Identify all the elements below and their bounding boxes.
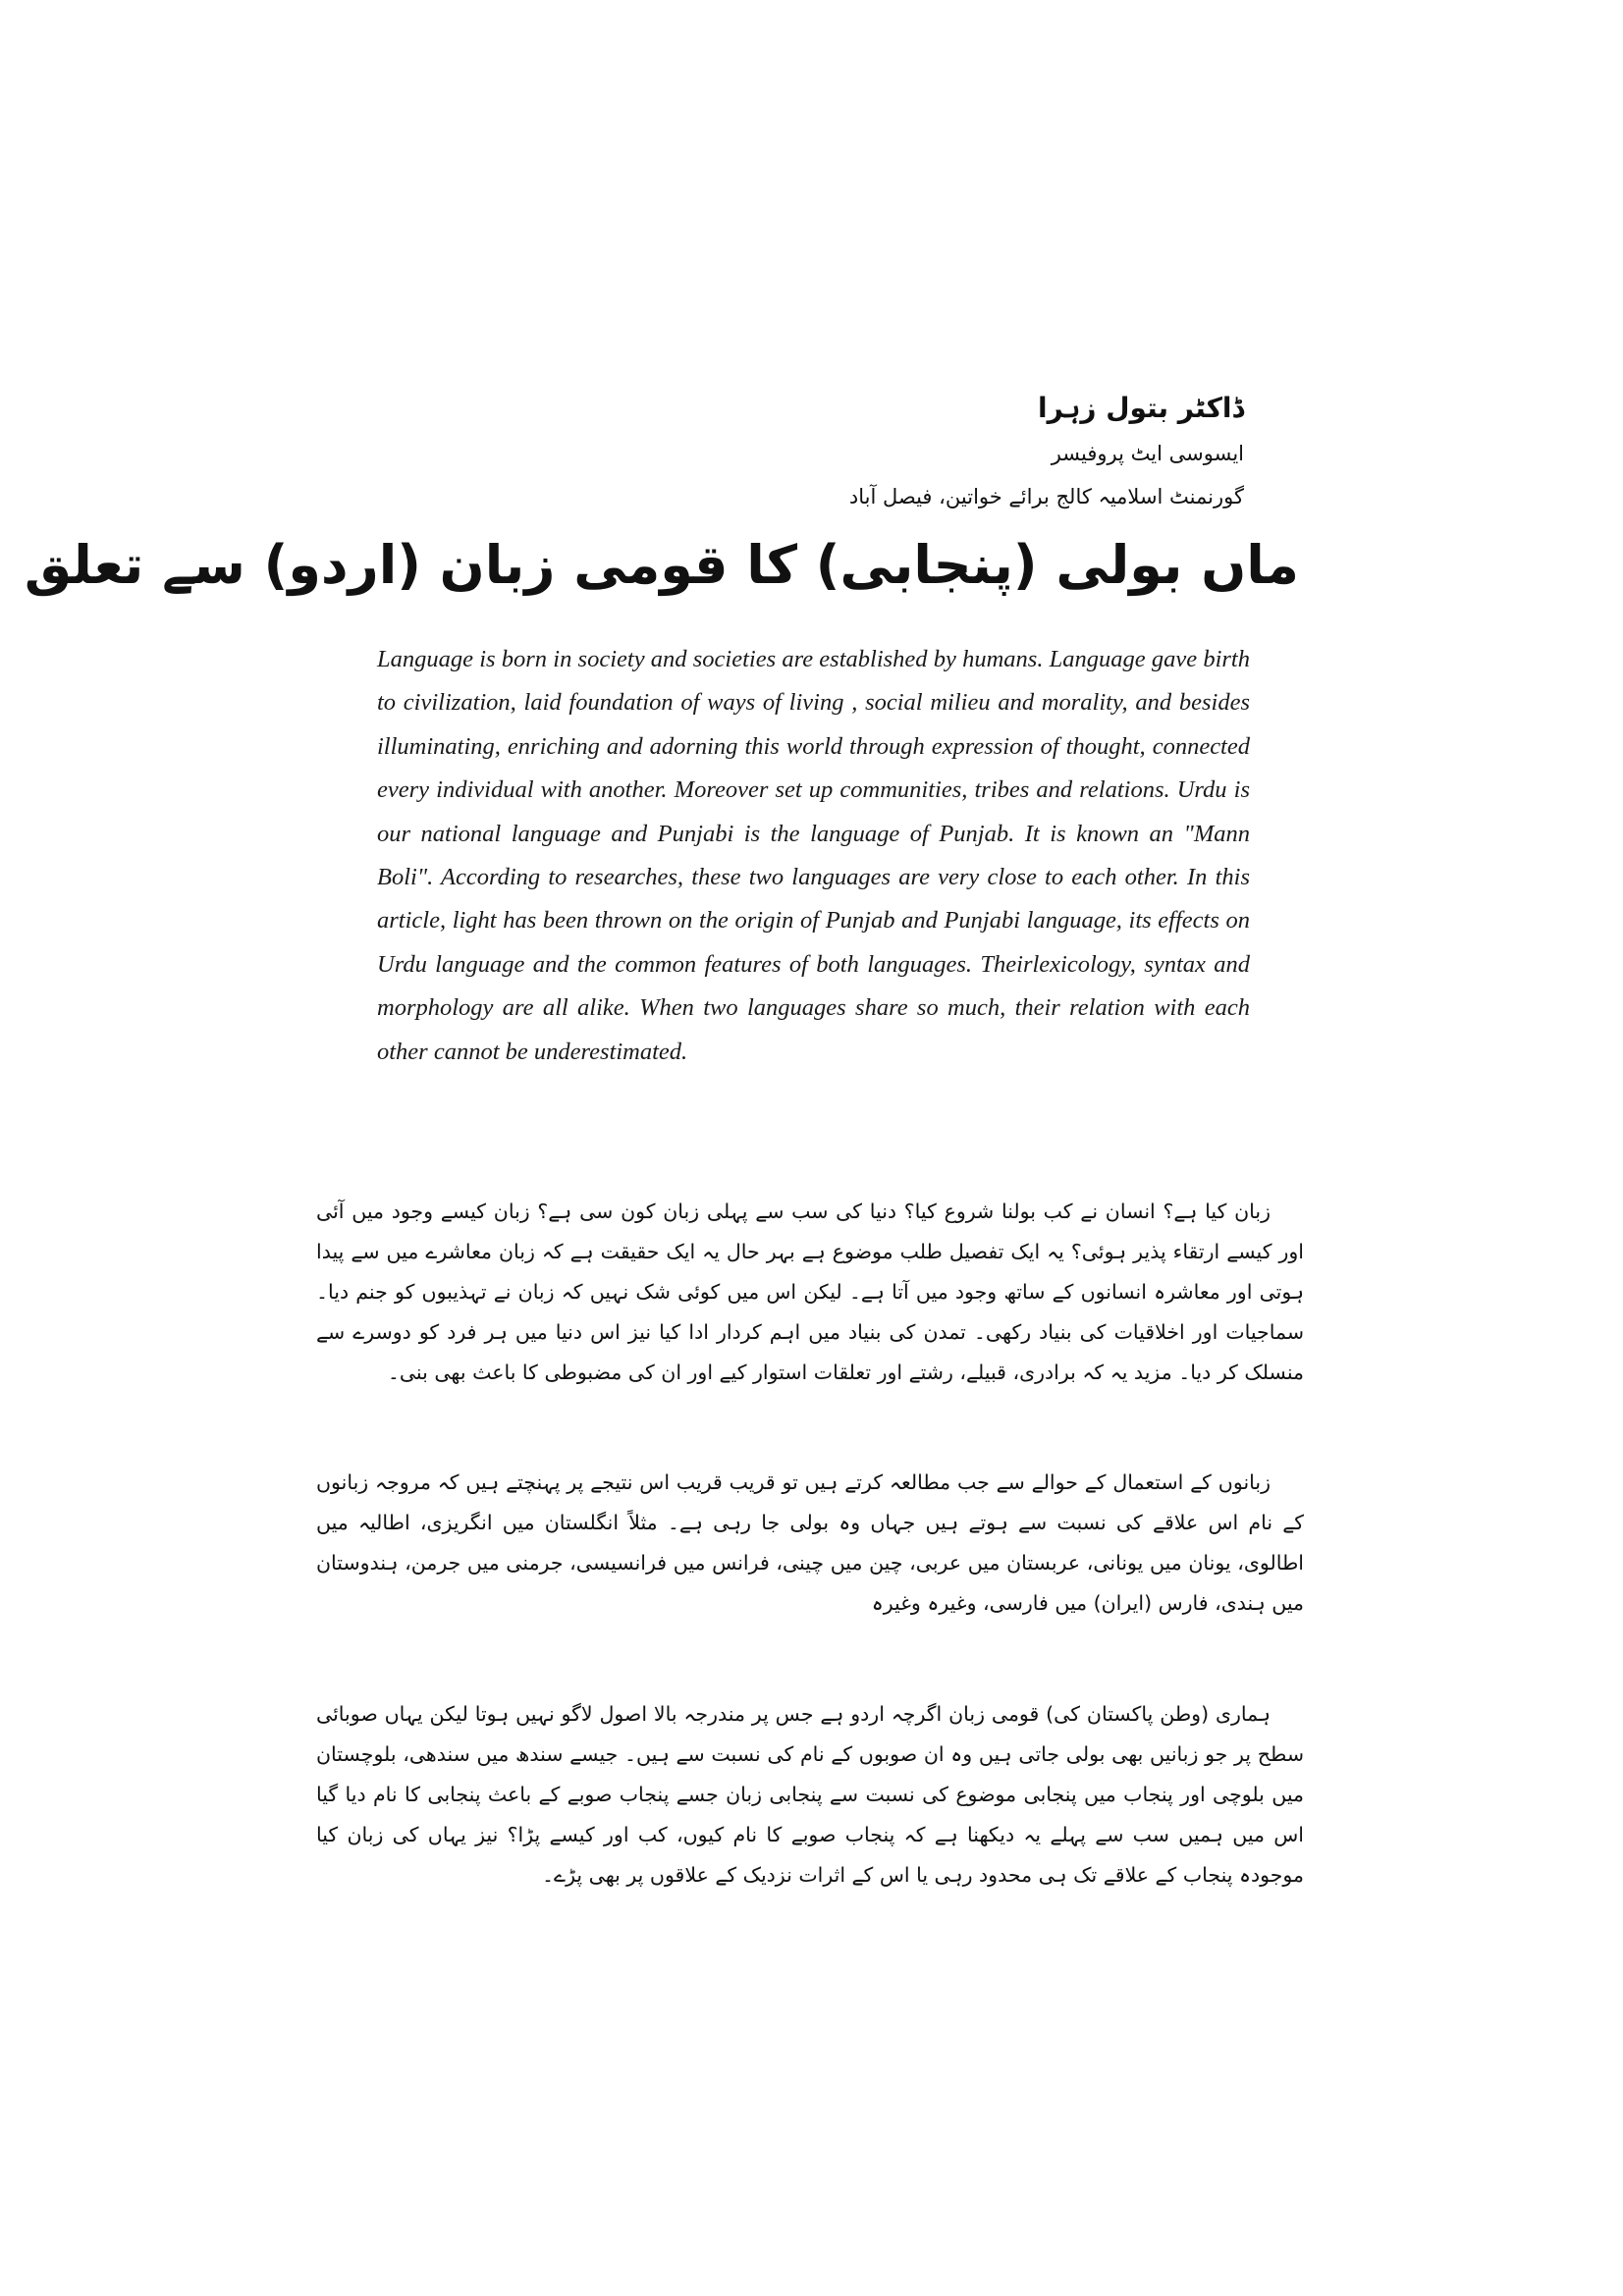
paragraph-text: ہماری (وطن پاکستان کی) قومی زبان اگرچہ اردو ہے جس پر مندرجہ بالا اصول لاگو نہیں ہوتا لیکن یہاں صوبائی سطح پر جو زبانیں بھی بولی جاتی ہیں وہ ان صوبوں کے نام کی نسبت سے ہیں۔ جیسے سندھ میں سندھی، بلوچستان میں بلوچی اور پنجاب میں پنجابی موضوع کی نسبت سے پنجابی زبان جسے پنجاب صوبے کے باعث پنجابی کا نام دیا گیا اس میں ہمیں سب سے پہلے یہ دیکھنا ہے کہ پنجاب صوبے کا نام کیوں، کب اور کیسے پڑا؟ نیز یہاں کی زبان کیا موجودہ پنجاب کے علاقے تک ہی محدود رہی یا اس کے اثرات نزدیک کے علاقوں پر بھی پڑے۔ bbox=[316, 1702, 1304, 1887]
author-institution: گورنمنٹ اسلامیہ کالج برائے خواتین، فیصل آباد bbox=[848, 485, 1244, 508]
body-paragraph-3 bbox=[316, 1694, 1304, 1896]
author-block bbox=[360, 385, 1244, 518]
author-designation: ایسوسی ایٹ پروفیسر bbox=[1051, 442, 1244, 465]
paragraph-text: زبانوں کے استعمال کے حوالے سے جب مطالعہ کرتے ہیں تو قریب قریب اس نتیجے پر پہنچتے ہیں کہ مروجہ زبانوں کے نام اس علاقے کی نسبت سے ہوتے ہیں جہاں وہ بولی جا رہی ہے۔ مثلاً انگلستان میں انگریزی، اطالیہ میں اطالوی، یونان میں یونانی، عربستان میں عربی، چین میں چینی، فرانس میں فرانسیسی، جرمنی میں جرمن، ہندوستان میں ہندی، فارس (ایران) میں فارسی، وغیرہ وغیرہ bbox=[316, 1470, 1304, 1615]
abstract: Language is born in society and societies are established by humans. Language gave birth to civilization, laid foundation of ways of living , social milieu and morality, and besides illuminating, enriching and adorning this world through expression of thought, connected every individual with another. Moreover set up communities, tribes and relations. Urdu is our national language and Punjabi is the language of Punjab. It is known an "Mann Boli". According to researches, these two languages are very close to each other. In this article, light has been thrown on the origin of Punjab and Punjabi language, its effects on Urdu language and the common features of both languages. Theirlexicology, syntax and morphology are all alike. When two languages share so much, their relation with each other cannot be underestimated. bbox=[377, 646, 1250, 1065]
author-name: ڈاکٹر بتول زہرا bbox=[1037, 392, 1244, 424]
paragraph-text: زبان کیا ہے؟ انسان نے کب بولنا شروع کیا؟ دنیا کی سب سے پہلی زبان کون سی ہے؟ زبان کیسے وجود میں آئی اور کیسے ارتقاء پذیر ہوئی؟ یہ ایک تفصیل طلب موضوع ہے بہر حال یہ ایک حقیقت ہے کہ زبان معاشرے میں سے پیدا ہوتی اور معاشرہ انسانوں کے ساتھ وجود میں آتا ہے۔ لیکن اس میں کوئی شک نہیں کہ زبان نے تہذیبوں کو جنم دیا۔ سماجیات اور اخلاقیات کی بنیاد رکھی۔ تمدن کی بنیاد میں اہم کردار ادا کیا نیز اس دنیا میں ہر فرد کو دوسرے سے منسلک کر دیا۔ مزید یہ کہ برادری، قبیلے، رشتے اور تعلقات استوار کیے اور ان کی مضبوطی کا باعث بھی بنی۔ bbox=[316, 1200, 1304, 1384]
article-title: ماں بولی (پنجابی) کا قومی زبان (اردو) سے تعلق bbox=[24, 534, 1299, 596]
body-paragraph-1 bbox=[316, 1192, 1304, 1393]
body-paragraph-2 bbox=[316, 1463, 1304, 1624]
